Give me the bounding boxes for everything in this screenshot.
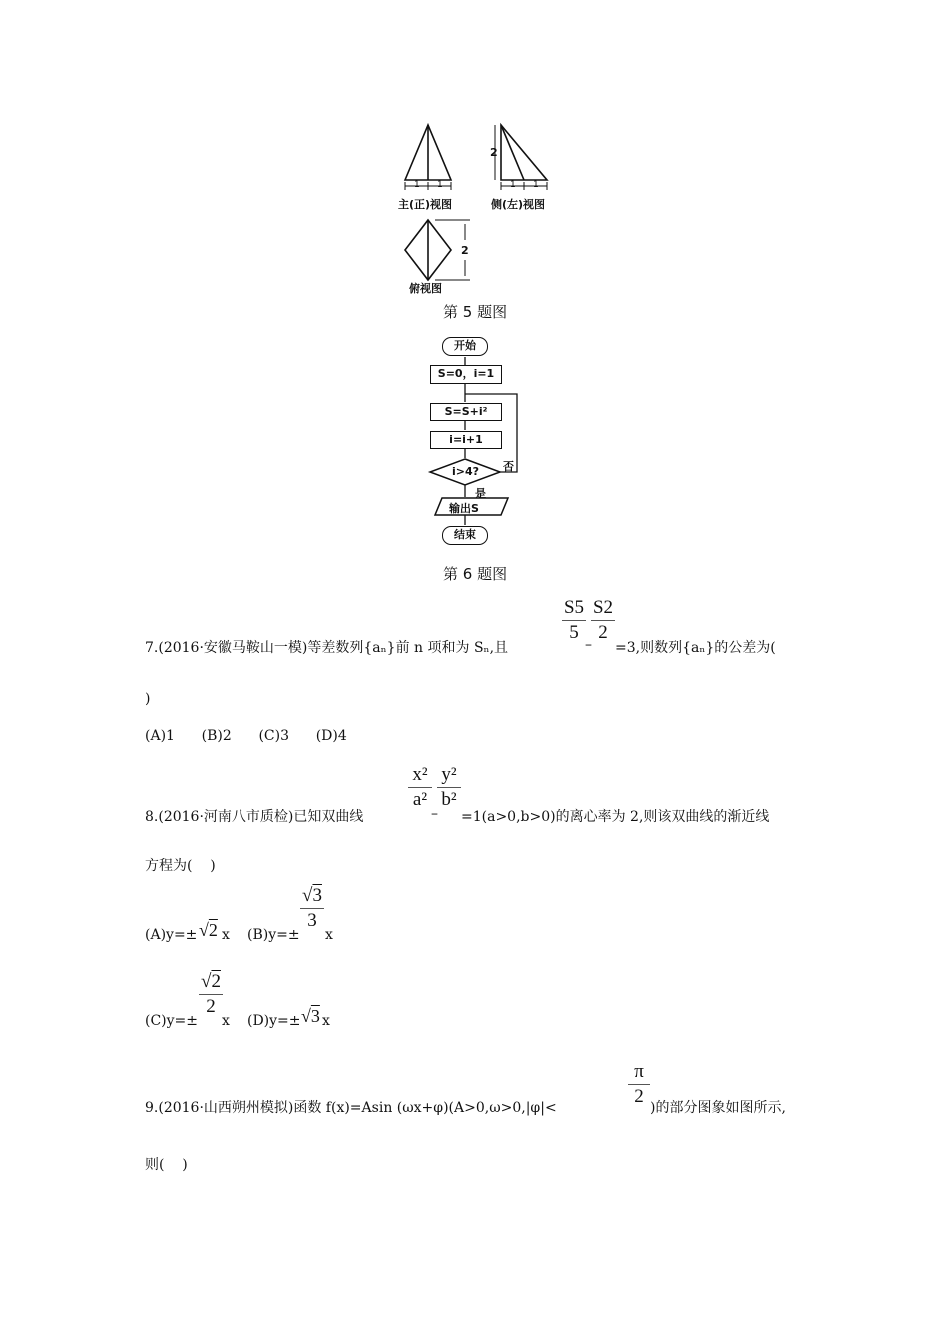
q8-option-a-radical: √2 (199, 920, 218, 940)
dim-label: 1 (437, 180, 443, 190)
flow-yes-label: 是 (475, 487, 486, 500)
flow-no-label: 否 (503, 460, 514, 473)
figure-6-caption: 第 6 题图 (443, 565, 508, 583)
q8-option-a: (A)y=± (145, 927, 198, 943)
q8-text-after: =1(a>0,b>0)的离心率为 2,则该双曲线的渐近线 (461, 809, 770, 825)
q9-line2: 则( ) (145, 1157, 188, 1173)
figure-5-caption: 第 5 题图 (443, 303, 508, 321)
q9-text-before: 9.(2016·山西朔州模拟)函数 f(x)=Asin (ωx+φ)(A>0,ω>0,|φ|< (145, 1100, 557, 1116)
q8-option-b-fraction: √3 3 (300, 886, 324, 931)
front-view-drawing (405, 125, 451, 190)
q8-option-a-x: x (222, 927, 230, 943)
dim-label: 2 (490, 146, 498, 159)
q7-text-after: =3,则数列{aₙ}的公差为( (615, 640, 776, 656)
dim-label: 1 (414, 180, 420, 190)
q8-option-c: (C)y=± (145, 1013, 199, 1029)
top-view-label: 俯视图 (409, 282, 442, 295)
q7-fraction-s2: S2 2 (592, 597, 614, 643)
side-view-drawing (495, 125, 547, 190)
q7-options: (A)1 (B)2 (C)3 (D)4 (145, 728, 347, 744)
q7-text-before: 7.(2016·安徽马鞍山一模)等差数列{aₙ}前 n 项和为 Sₙ,且 (145, 640, 509, 656)
q7-minus: – (585, 637, 592, 653)
q8-text-before: 8.(2016·河南八市质检)已知双曲线 (145, 809, 364, 825)
q8-option-c-x: x (222, 1013, 230, 1029)
flow-output: 输出S (449, 502, 479, 515)
flow-step-sum: S=S+i² (430, 403, 502, 421)
q8-option-d: (D)y=± (247, 1013, 301, 1029)
dim-label: 1 (533, 180, 539, 190)
flow-condition: i>4? (452, 465, 480, 478)
q8-option-d-x: x (322, 1013, 330, 1029)
q9-text-after: )的部分图象如图所示, (650, 1100, 786, 1116)
q7-fraction-s5: S5 5 (563, 597, 585, 643)
q8-line2: 方程为( ) (145, 858, 216, 874)
q8-fraction-x2-a2: x² a² (408, 765, 432, 810)
flow-start: 开始 (442, 337, 488, 356)
q7-close-paren: ) (145, 691, 151, 707)
q8-option-d-radical: √3 (301, 1006, 320, 1026)
q8-option-b-x: x (325, 927, 333, 943)
q8-fraction-y2-b2: y² b² (437, 765, 461, 810)
flow-init: S=0，i=1 (430, 365, 502, 384)
front-view-label: 主(正)视图 (398, 198, 453, 211)
q8-option-c-fraction: √2 2 (199, 972, 223, 1017)
three-view-figure (395, 120, 565, 295)
flow-end: 结束 (442, 526, 488, 545)
flow-step-increment: i=i+1 (430, 431, 502, 449)
dim-label: 2 (461, 244, 469, 257)
side-view-label: 侧(左)视图 (491, 198, 546, 211)
dim-label: 1 (510, 180, 516, 190)
q9-fraction-pi-2: π 2 (628, 1062, 650, 1107)
q8-option-b: (B)y=± (247, 927, 300, 943)
q8-minus: – (431, 806, 438, 822)
